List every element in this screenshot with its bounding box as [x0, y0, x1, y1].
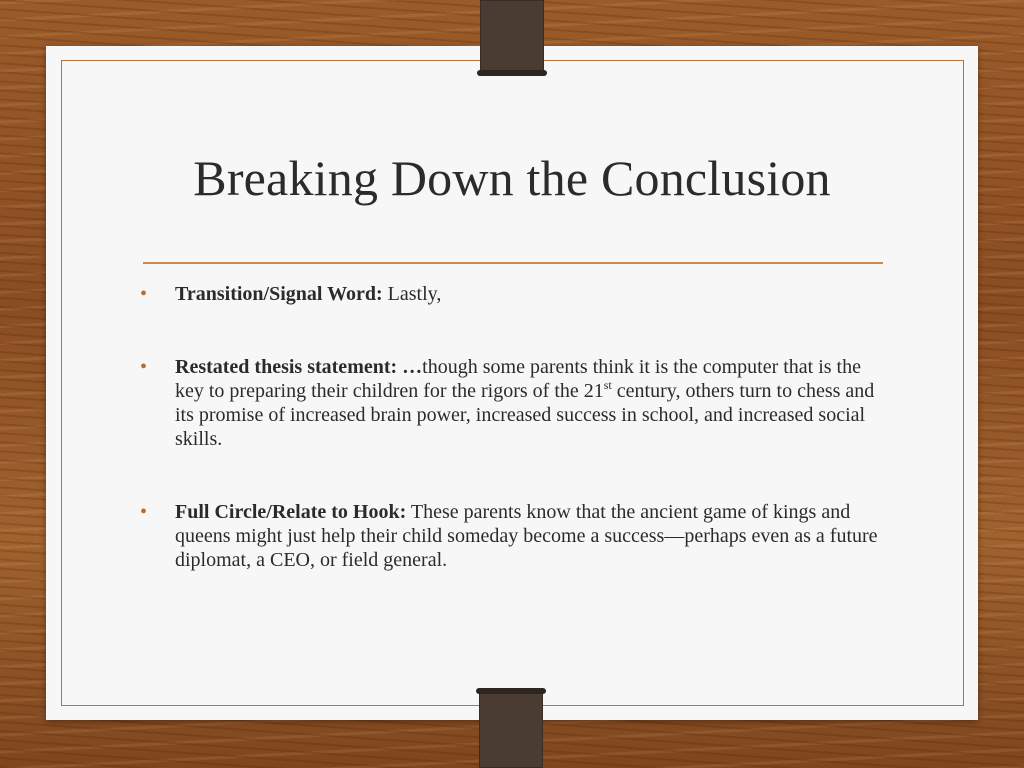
bullet-dot-icon: •: [140, 283, 148, 305]
bullet-label: Restated thesis statement: …: [175, 356, 423, 378]
title-divider: [143, 262, 883, 264]
bullet-list: [140, 282, 880, 572]
bullet-text: These parents know that the ancient game of kings and queens might just help their child someday become a success—perhaps even as a future diplomat, a CEO, or field general.: [175, 501, 878, 571]
bottom-strap: [479, 690, 543, 768]
bullet-text: though some parents think it is the computer that is the key to preparing their children for the rigors of the 21: [175, 356, 861, 402]
bullet-text: Lastly,: [382, 283, 442, 305]
bullet-transition: [140, 282, 880, 306]
bullet-label: Transition/Signal Word:: [175, 283, 383, 305]
bullet-dot-icon: •: [140, 501, 148, 523]
top-strap-cap: [477, 70, 547, 76]
bottom-strap-cap: [476, 688, 546, 694]
ordinal-superscript: st: [603, 378, 612, 392]
top-strap: [480, 0, 544, 74]
bullet-label: Full Circle/Relate to Hook:: [175, 501, 407, 523]
bullet-restated-thesis: [140, 355, 880, 451]
bullet-full-circle: [140, 500, 880, 572]
slide-title: Breaking Down the Conclusion: [193, 150, 831, 206]
bullet-text-continued: century, others turn to chess and its promise of increased brain power, increased success in school, and increased social skills.: [175, 380, 875, 450]
bullet-dot-icon: •: [140, 356, 148, 378]
